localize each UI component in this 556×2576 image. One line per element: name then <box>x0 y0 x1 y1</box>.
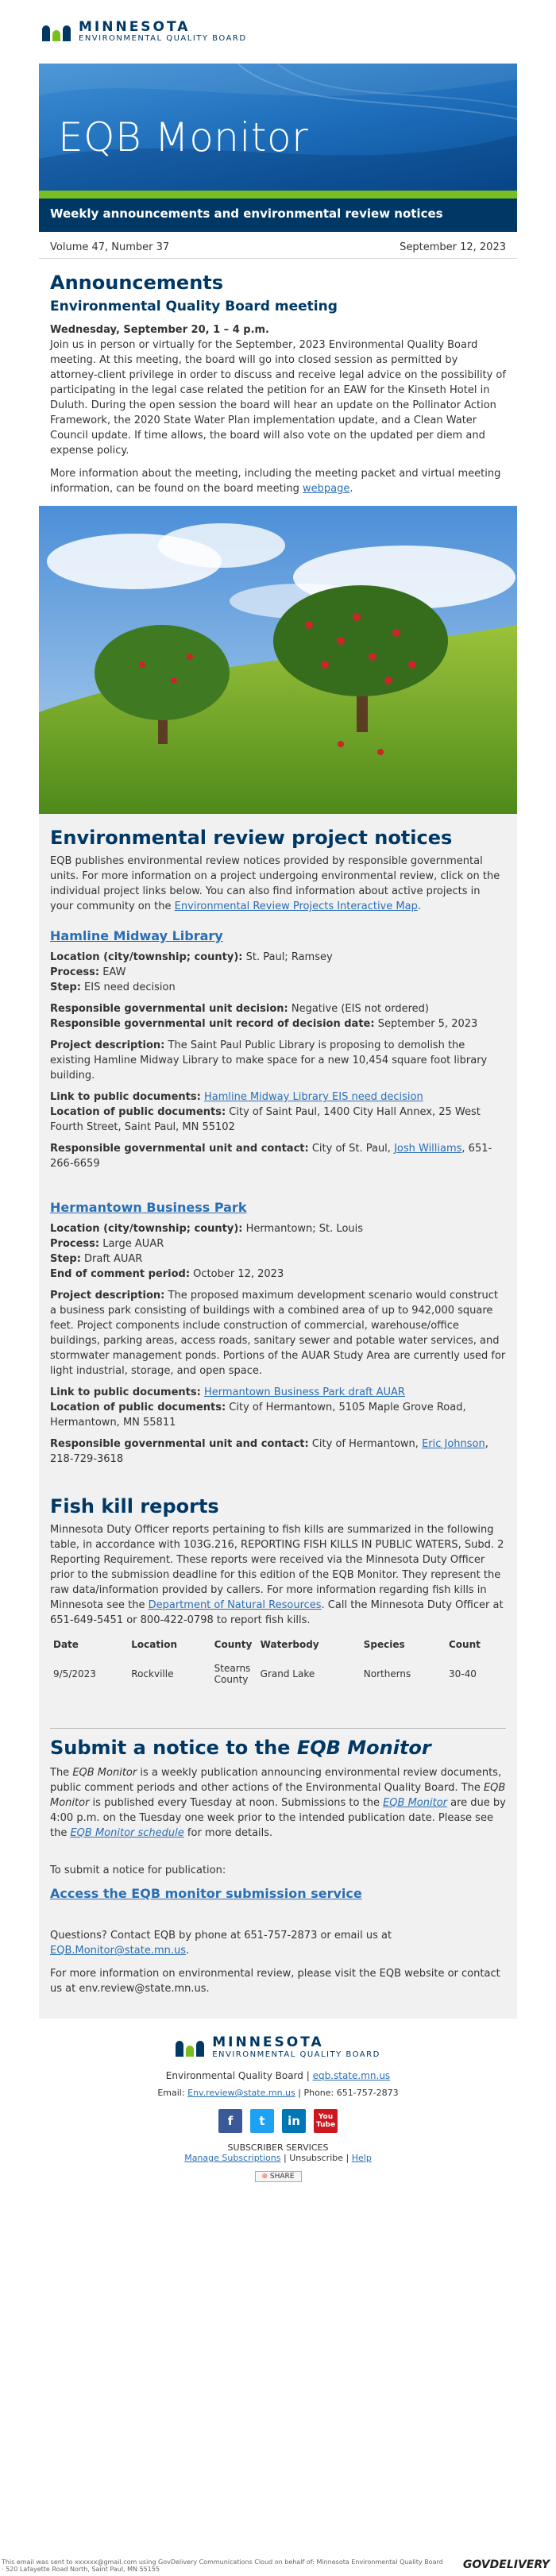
logo-subtitle: ENVIRONMENTAL QUALITY BOARD <box>79 34 247 43</box>
column-header: Count <box>448 1639 481 1650</box>
fish-kill-section <box>50 1495 506 1688</box>
column-header: Date <box>53 1639 79 1650</box>
questions-text: Questions? Contact EQB by phone at 651-757-2873 or email us at EQB.Monitor@state.mn.us. <box>50 1930 392 1957</box>
eqb-logo[interactable] <box>39 0 517 64</box>
minnesota-logo-icon <box>42 22 72 41</box>
minnesota-logo-icon <box>176 2038 206 2057</box>
fish-kill-body: Minnesota Duty Officer reports pertaining to fish kills are summarized in the following table, in accordance with 103G.216, REPORTING FISH KILLS IN PUBLIC WATERS, Subd. 2 Reporting Requirement. These reports were received via the Minnesota Duty Officer prior to the submission deadline for this edition of the EQB Monitor. They represent the raw data/information provided by callers. For more information regarding fish kills in Minnesota see the Department of Natural Resources. Call the Minnesota Duty Officer at 651-649-5451 or 800-422-0798 to report fish kills. <box>50 1524 504 1626</box>
hero-banner <box>39 64 517 191</box>
banner-title: EQB Monitor <box>58 114 309 160</box>
submit-section <box>50 1737 506 1996</box>
public-documents-link[interactable]: Hermantown Business Park draft AUAR <box>203 1386 405 1398</box>
twitter-icon[interactable]: t <box>250 2109 274 2133</box>
linkedin-icon[interactable]: in <box>282 2109 306 2133</box>
share-icon: ⊕ <box>261 2173 268 2181</box>
submission-service-link[interactable]: Access the EQB monitor submission service <box>50 1886 362 1901</box>
eqb-website-link[interactable]: eqb.state.mn.us <box>312 2070 391 2081</box>
submit-instruction: To submit a notice for publication: <box>50 1865 226 1876</box>
table-row: 9/5/2023 Rockville Stearns County Grand Lake Northerns 30-40 <box>53 1663 477 1685</box>
footer-org: Environmental Quality Board | eqb.state.mn.us <box>165 2070 391 2081</box>
sent-note: This email was sent to xxxxxx@gmail.com using GovDelivery Communications Cloud on behalf of: Minnesota Environmental Quality Board · 520 Lafayette Road North, Saint Paul, MN 55155 <box>2 2559 443 2573</box>
submit-body: The EQB Monitor is a weekly publication announcing environmental review documents, public comment periods and other actions of the Environmental Quality Board. The EQB Monitor is published every Tuesday at noon. Submissions to the EQB Monitor are due by 4:00 p.m. on the Tuesday one week prior to the intended publication date. Please see the EQB Monitor schedule for more details. <box>50 1767 506 1839</box>
review-intro: EQB publishes environmental review notices provided by responsible governmental units. For more information on a project undergoing environmental review, click on the individual project links below. You can also find information about active projects in your community on the Environmental Review Projects Interactive Map. <box>50 855 500 912</box>
govdelivery-logo: GOVDELIVERY <box>462 2559 550 2571</box>
help-link[interactable]: Help <box>351 2153 372 2163</box>
review-heading: Environmental review project notices <box>50 827 453 849</box>
meeting-heading: Environmental Quality Board meeting <box>50 299 338 314</box>
issue-info <box>39 232 517 259</box>
subscriber-links: Manage Subscriptions | Unsubscribe | Help <box>184 2153 372 2163</box>
column-header: Species <box>363 1639 405 1650</box>
newsletter <box>39 0 517 2182</box>
column-header: Location <box>131 1639 178 1650</box>
fish-kill-table <box>50 1636 506 1688</box>
project-title-link[interactable]: Hermantown Business Park <box>50 1200 247 1215</box>
announcements-heading: Announcements <box>50 272 224 294</box>
orchard-image-icon <box>39 506 517 814</box>
logo-name: MINNESOTA <box>79 19 191 35</box>
column-header: County <box>214 1639 253 1650</box>
footer-contact: Email: Env.review@state.mn.us | Phone: 651-757-2873 <box>157 2088 399 2098</box>
meeting-time: Wednesday, September 20, 1 – 4 p.m. <box>50 324 269 336</box>
dnr-link[interactable]: Department of Natural Resources <box>148 1599 322 1611</box>
announcements-section <box>39 272 517 496</box>
public-documents-link[interactable]: Hamline Midway Library EIS need decision <box>203 1091 423 1103</box>
volume-number: Volume 47, Number 37 <box>50 241 170 253</box>
submit-heading: Submit a notice to the EQB Monitor <box>50 1737 431 1759</box>
manage-subscriptions-link[interactable]: Manage Subscriptions <box>184 2153 281 2163</box>
issue-date: September 12, 2023 <box>400 241 506 253</box>
env-review-email-link[interactable]: Env.review@state.mn.us <box>187 2088 295 2098</box>
tagline: Weekly announcements and environmental review notices <box>39 199 517 232</box>
project-title-link[interactable]: Hamline Midway Library <box>50 928 223 943</box>
eqb-monitor-link[interactable]: EQB Monitor <box>383 1797 448 1809</box>
board-meeting-link[interactable]: webpage <box>303 483 350 495</box>
footer-logo[interactable]: MINNESOTA ENVIRONMENTAL QUALITY BOARD <box>176 2034 380 2059</box>
contact-link[interactable]: Josh Williams <box>394 1143 462 1155</box>
column-header: Waterbody <box>260 1639 319 1650</box>
share-button[interactable]: ⊕ SHARE <box>255 2171 302 2182</box>
eqb-monitor-email-link[interactable]: EQB.Monitor@state.mn.us <box>50 1945 187 1957</box>
more-info-text: For more information on environmental review, please visit the EQB website or contact us at env.review@state.mn.us. <box>50 1968 500 1995</box>
meeting-more: More information about the meeting, including the meeting packet and virtual meeting information, can be found on the board meeting webpage. <box>50 468 501 495</box>
apple-orchard-photo <box>39 506 517 814</box>
youtube-icon[interactable]: You Tube <box>314 2109 338 2133</box>
review-section <box>39 814 517 2019</box>
divider <box>50 1728 506 1729</box>
footer <box>39 2019 517 2182</box>
green-divider <box>39 191 517 199</box>
facebook-icon[interactable]: f <box>218 2109 242 2133</box>
project-notice: Hermantown Business Park Location (city/township; county): Hermantown; St. Louis Process: Large AUAR Step: Draft AUAR End of comment period: October 12, 2023 Project description: The proposed maximum development scenario would construct a business park consisting of buildings with a combined area of up to 942,000 square feet. Project components include construction of commercial, warehouse/office buildings, parking areas, access roads, sanitary sewer and potable water services, and stormwater management ponds. Portions of the AUAR Study Area are currently used for light industrial, storage, and open space. Link to public documents: Hermantown Business Park draft AUAR Location of public documents: City of Hermantown, 5105 Maple Grove Road, Hermantown, MN 55811 Responsible governmental unit and contact: City of Hermantown, Eric Johnson, 218-729-3618 <box>50 1200 506 1465</box>
subscriber-services-label: SUBSCRIBER SERVICES <box>227 2142 329 2153</box>
interactive-map-link[interactable]: Environmental Review Projects Interactive Map <box>174 900 418 912</box>
fish-kill-heading: Fish kill reports <box>50 1495 219 1517</box>
social-links <box>39 2109 517 2133</box>
unsubscribe-link[interactable]: Unsubscribe <box>289 2153 344 2163</box>
project-notice: Hamline Midway Library Location (city/township; county): St. Paul; Ramsey Process: EAW Step: EIS need decision Responsible governmental unit decision: Negative (EIS not ordered) Responsible governmental unit record of decision date: September 5, 2023 Project description: The Saint Paul Public Library is proposing to demolish the existing Hamline Midway Library to make space for a new 10,454 square foot library building. Link to public documents: Hamline Midway Library EIS need decision Location of public documents: City of Saint Paul, 1400 City Hall Annex, 25 West Fourth Street, Saint Paul, MN 55102 Responsible governmental unit and contact: City of St. Paul, Josh Williams, 651-266-6659 <box>50 928 492 1170</box>
contact-link[interactable]: Eric Johnson <box>422 1438 485 1450</box>
govdelivery-bar <box>0 2559 556 2576</box>
meeting-body: Join us in person or virtually for the September, 2023 Environmental Quality Board meeting. At this meeting, the board will go into closed session as permitted by attorney-client privilege in order to discuss and receive legal advice on the possibility of participating in the legal case related the petition for an EAW for the Kinseth Hotel in Duluth. During the open session the board will hear an update on the Pollinator Action Framework, the 2020 State Water Plan implementation update, and a Clean Water Council update. If time allows, the board will also vote on the updated per diem and expense policy. <box>50 339 506 457</box>
monitor-schedule-link[interactable]: EQB Monitor schedule <box>70 1827 184 1839</box>
